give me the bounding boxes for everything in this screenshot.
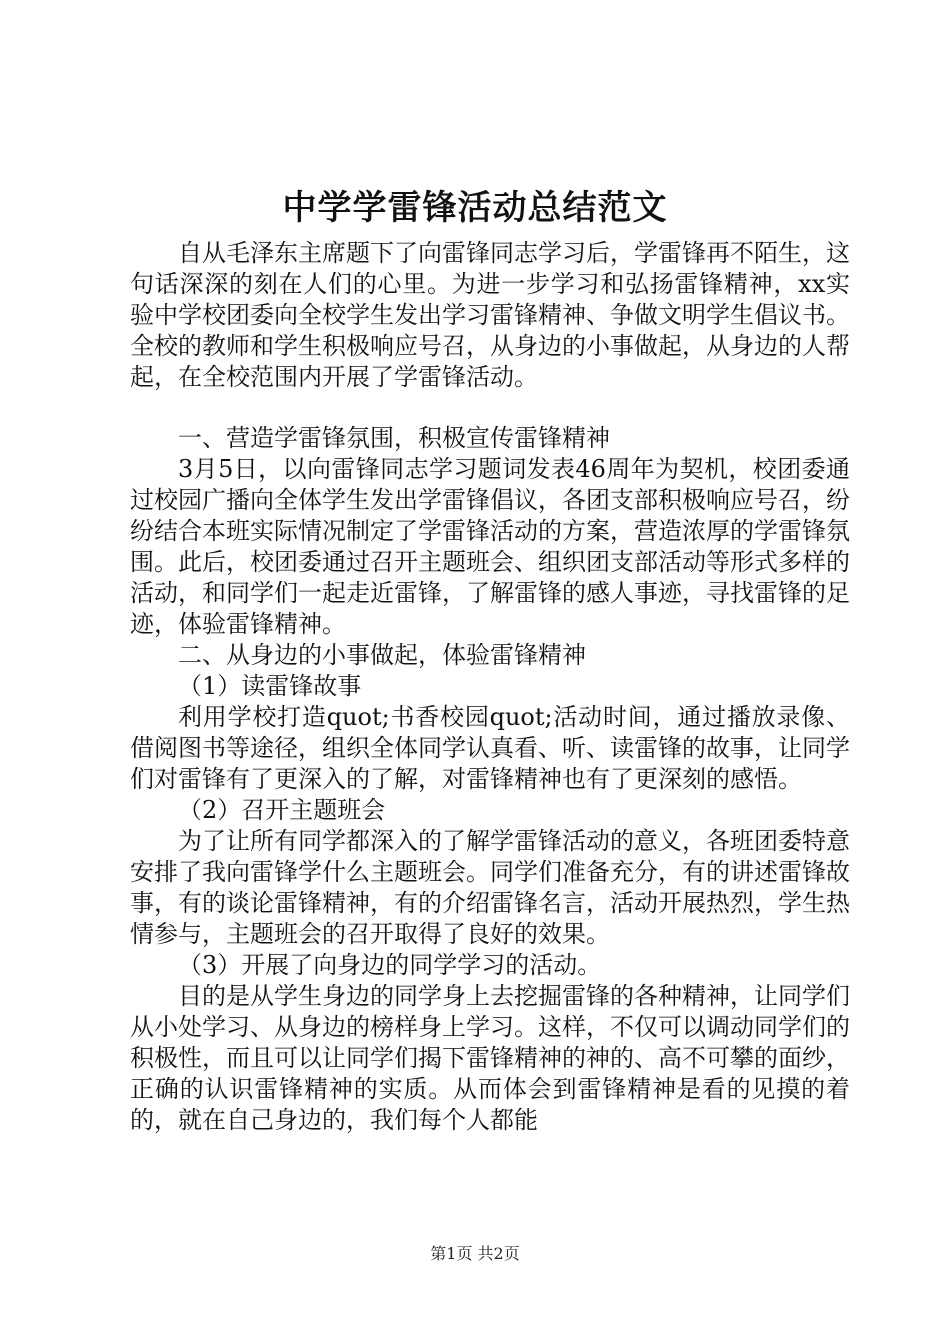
document-title: 中学学雷锋活动总结范文 xyxy=(282,188,668,228)
subsection-3-paragraph: 目的是从学生身边的同学身上去挖掘雷锋的各种精神，让同学们从小处学习、从身边的榜样身上学习。这样，不仅可以调动同学们的积极性，而且可以让同学们揭下雷锋精神的神的、高不可攀的面纱，正确的认识雷锋精神的实质。从而体会到雷锋精神是看的见摸的着的，就在自己身边的，我们每个人都能 xyxy=(130,982,850,1134)
subheading-2: （2）召开主题班会 xyxy=(178,796,386,824)
subsection-2-paragraph: 为了让所有同学都深入的了解学雷锋活动的意义，各班团委特意安排了我向雷锋学什么主题班会。同学们准备充分，有的讲述雷锋故事，有的谈论雷锋精神，有的介绍雷锋名言，活动开展热烈，学生热情参与，主题班会的召开取得了良好的效果。 xyxy=(130,827,850,948)
section-heading-2: 二、从身边的小事做起，体验雷锋精神 xyxy=(178,641,586,669)
subheading-1: （1）读雷锋故事 xyxy=(178,672,362,700)
intro-paragraph: 自从毛泽东主席题下了向雷锋同志学习后，学雷锋再不陌生，这句话深深的刻在人们的心里。为进一步学习和弘扬雷锋精神，xx实验中学校团委向全校学生发出学习雷锋精神、争做文明学生倡议书。全校的教师和学生积极响应号召，从身边的小事做起，从身边的人帮起，在全校范围内开展了学雷锋活动。 xyxy=(130,239,850,391)
section-heading-1: 一、营造学雷锋氛围，积极宣传雷锋精神 xyxy=(178,424,610,452)
subsection-1-paragraph: 利用学校打造quot;书香校园quot;活动时间，通过播放录像、借阅图书等途径，组织全体同学认真看、听、读雷锋的故事，让同学们对雷锋有了更深入的了解，对雷锋精神也有了更深刻的感悟。 xyxy=(130,703,850,793)
section-1-paragraph: 3月5日，以向雷锋同志学习题词发表46周年为契机，校团委通过校园广播向全体学生发出学雷锋倡议，各团支部积极响应号召，纷纷结合本班实际情况制定了学雷锋活动的方案，营造浓厚的学雷锋氛围。此后，校团委通过召开主题班会、组织团支部活动等形式多样的活动，和同学们一起走近雷锋，了解雷锋的感人事迹，寻找雷锋的足迹，体验雷锋精神。 xyxy=(130,455,850,638)
subheading-3: （3）开展了向身边的同学学习的活动。 xyxy=(178,951,602,979)
document-body xyxy=(130,238,850,1136)
paragraph-gap xyxy=(130,393,850,423)
page-footer: 第1页 共2页 xyxy=(430,1244,520,1263)
